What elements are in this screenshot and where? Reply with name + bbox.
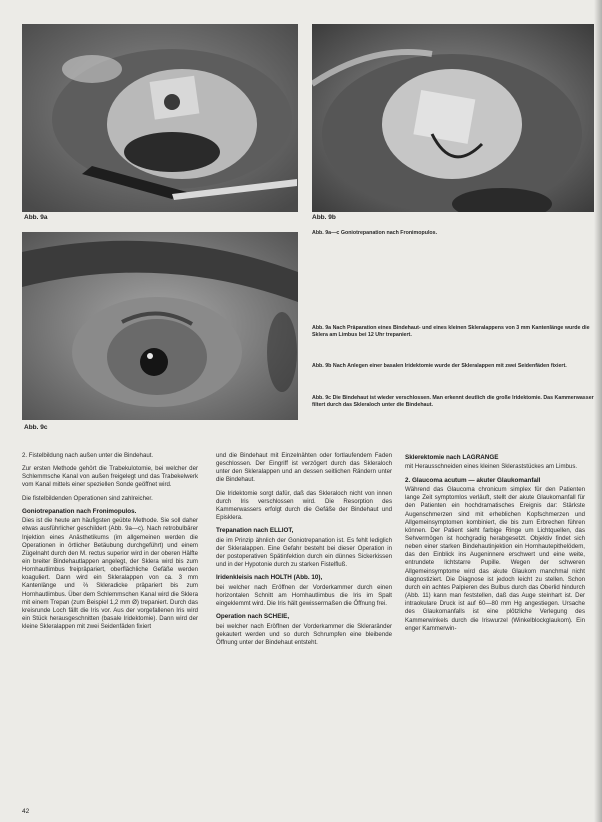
figure-9b-label: Abb. 9b bbox=[312, 214, 336, 221]
figure-9c-caption: Abb. 9c Die Bindehaut ist wieder verschlossen. Man erkennt deutlich die große Iridektomie. Das Kammerwasser filtert durch das Skleraloch unter die Bindehaut. bbox=[312, 395, 594, 408]
text-column-2 bbox=[216, 452, 392, 647]
paragraph: die im Prinzip ähnlich der Goniotrepanation ist. Es fehlt lediglich der Skleralappen. Eine Gefahr besteht bei dieser Operation in der postoperativen Spätinfektion durch ein dünnes Sickerkissen und in der Hypotonie durch zu starken Fistelfluß. bbox=[216, 536, 392, 569]
figure-9b-caption: Abb. 9b Nach Anlegen einer basalen Iridektomie wurde der Skleralappen mit zwei Seidenfäden fixiert. bbox=[312, 363, 567, 369]
paragraph: 2. Fistelbildung nach außen unter die Bindehaut. bbox=[22, 452, 154, 459]
paragraph: bei welcher nach Eröffnen der Vorderkammer die Skleraränder gekautert werden und so durch Schrumpfen eine bleibende Öffnung unter der Bindehaut entsteht. bbox=[216, 622, 392, 646]
section-heading: Goniotrepanation nach Fronimopulos. bbox=[22, 507, 137, 515]
section-heading: Sklerektomie nach LAGRANGE bbox=[405, 454, 499, 461]
paragraph: mit Herausschneiden eines kleinen Skleraststückes am Limbus. bbox=[405, 463, 578, 471]
paragraph: Während das Glaucoma chronicum simplex für den Patienten lange Zeit symptomlos verläuft, stellt der akute Glaukomanfall für den Patienten ein hochdramatisches Ereignis dar: Stärkste Augenschmerzen sind mit erheblichen Kopfschmerzen und Allgemeinsymptomen kombiniert, die bis zum Erbrechen führen können. Der Patient sieht farbige Ringe um Lichtquellen, das Sehvermögen ist hochgradig herabgesetzt. Objektiv findet sich neben einer starken Bindehautinjektion ein Hornhautepithelödem, das den Einblick ins Augeninnere erschwert und eine weite, entrundete lichtstarre Pupille. Wegen der schweren Allgemeinsymptome wird das akute Glaukom manchmal nicht diagnostiziert. Die Diagnose ist jedoch leicht zu stellen. Schon durch ein achtes Palpieren des Bulbus durch das Oberlid hindurch (Abb. 11) kann man feststellen, daß das Auge steinhart ist. Der intraokulare Druck ist auf 60—80 mm Hg angestiegen. Ursache des Glaukomanfalls ist eine plötzliche Verlegung des Kammerwinkels durch die Iriswurzel (Winkelblockglaukom). Ein enger Kammerwin- bbox=[405, 486, 585, 632]
paragraph: bei welcher nach Eröffnen der Vorderkammer durch einen horizontalen Schnitt am Hornhautlimbus die Iris im Spalt eingeklemmt wird. Die Iris hält gewissermaßen die Öffnung frei. bbox=[216, 583, 392, 608]
figure-9c-label: Abb. 9c bbox=[24, 424, 48, 431]
figure-main-caption: Abb. 9a—c Goniotrepanation nach Fronimopulos. bbox=[312, 230, 438, 236]
text-column-1 bbox=[22, 452, 198, 631]
figure-9b-photo bbox=[312, 24, 594, 212]
section-heading: Operation nach SCHEIE, bbox=[216, 613, 290, 621]
paragraph: Die Iridektomie sorgt dafür, daß das Skleraloch nicht von innen durch Iris verschlossen wird. Die Resorption des Kammerwassers erfolgt durch die Gefäße der Bindehaut und Episklera. bbox=[216, 489, 392, 522]
section-heading: 2. Glaucoma acutum — akuter Glaukomanfall bbox=[405, 476, 541, 484]
paragraph: und die Bindehaut mit Einzelnähten oder fortlaufendem Faden geschlossen. Der Eingriff ist verzögert durch das Skleraloch unter den Skleralappen und an dessen seitlichen Rändern unter die Bindehaut. bbox=[216, 452, 392, 484]
section-heading: Iridenkleisis nach HOLTH (Abb. 10), bbox=[216, 574, 323, 582]
paragraph: Die fistelbildenden Operationen sind zahlreicher. bbox=[22, 494, 153, 502]
figure-9c-photo bbox=[22, 232, 298, 420]
figure-9a-photo bbox=[22, 24, 298, 212]
page-edge-shadow bbox=[594, 0, 602, 822]
page-number: 42 bbox=[22, 808, 30, 815]
paragraph: Zur ersten Methode gehört die Trabekulotomie, bei welcher der Schlemmsche Kanal von außen freigelegt und das Trabekelwerk vom Kanal mittels einer speziellen Sonde geöffnet wird. bbox=[22, 465, 198, 489]
section-heading: Trepanation nach ELLIOT, bbox=[216, 527, 294, 535]
figure-9a-caption: Abb. 9a Nach Präparation eines Bindehaut- und eines kleinen Skleralappens von 3 mm Kantenlänge wurde die Sklera am Limbus bei 12 Uhr trepaniert. bbox=[312, 325, 590, 338]
figure-9a-label: Abb. 9a bbox=[24, 214, 48, 221]
text-column-3 bbox=[405, 452, 585, 633]
paragraph: Dies ist die heute am häufigsten geübte Methode. Sie soll daher etwas ausführlicher geschildert (Abb. 9a—c). Nach retrobulbärer Injektion eines Anästhetikums (im allgemeinen werden die Operationen in örtlicher Betäubung durchgeführt) und einem Zügelnaht durch den M. rectus superior wird in der oberen Hälfte ein breiter Bindehautlappen angelegt, der Sklera wird bis zum Hornhautlimbus freipräpariert, oberflächliche Gefäße werden koaguliert. Dann wird ein Skleralappen von ca. 3 mm Kantenlänge und ⅔ Skleradicke präpariert bis zum Hornhautlimbus. Über dem Schlemmschen Kanal wird die Sklera mit einem Trepan (zum Beispiel 1,2 mm Ø) trepaniert. Durch das kreisrunde Loch fällt die Iris vor. Aus der vorgefallenen Iris wird ein Stück herausgeschnitten (basale Iridektomie). Dann wird der kleine Skleralappen mit zwei Seidenfäden fixiert bbox=[22, 517, 198, 631]
